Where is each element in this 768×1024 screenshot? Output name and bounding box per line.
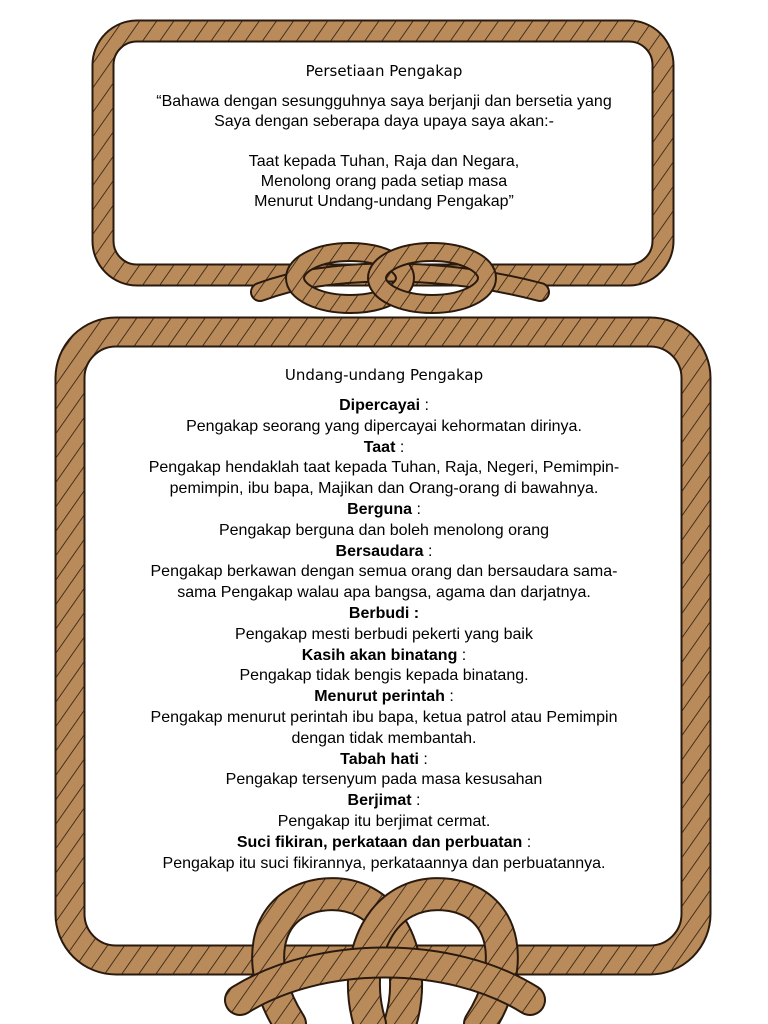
top-reef-knot — [260, 252, 540, 304]
law-name — [100, 687, 668, 708]
law-description: Pengakap itu suci fikirannya, perkataannya dan perbuatannya. — [162, 854, 606, 872]
promise-line: Menolong orang pada setiap masa — [260, 173, 508, 190]
law-separator: : — [412, 500, 421, 518]
promise-line: Menurut Undang-undang Pengakap” — [254, 193, 514, 210]
law-separator: : — [457, 646, 467, 664]
law-description: Pengakap mesti berbudi pekerti yang baik — [235, 625, 533, 643]
law-description: Pengakap hendaklah taat kepada Tuhan, Raja, Negeri, Pemimpin- — [148, 459, 620, 477]
law-name-bold: Tabah hati — [340, 750, 419, 768]
promise-panel — [112, 62, 656, 212]
law-separator: : — [418, 750, 428, 768]
law-name — [100, 791, 668, 812]
law-description: dengan tidak membantah. — [291, 729, 477, 747]
law-separator: : — [411, 792, 421, 810]
law-description: Pengakap berguna dan boleh menolong orang — [218, 521, 550, 539]
promise-line: Saya dengan seberapa daya upaya saya akan:- — [214, 113, 554, 130]
promise-title: Persetiaan Pengakap — [305, 62, 463, 80]
law-name-bold: Berjimat — [347, 792, 412, 810]
law-name-bold: Menurut perintah — [314, 688, 445, 706]
bottom-knot — [240, 894, 530, 1024]
law-description: pemimpin, ibu bapa, Majikan dan Orang-orang di bawahnya. — [169, 480, 599, 498]
law-description: Pengakap menurut perintah ibu bapa, ketua patrol atau Pemimpin — [150, 708, 618, 726]
law-description: Pengakap itu berjimat cermat. — [277, 812, 491, 830]
laws-title: Undang-undang Pengakap — [284, 366, 484, 384]
promise-line: Taat kepada Tuhan, Raja dan Negara, — [248, 153, 520, 170]
law-separator: : — [522, 833, 532, 851]
law-name-bold: Taat — [363, 438, 396, 456]
law-name — [100, 500, 668, 521]
law-separator: : — [444, 688, 454, 706]
law-separator: : — [423, 542, 433, 560]
promise-line: “Bahawa dengan sesungguhnya saya berjanji dan bersetia yang — [156, 93, 612, 110]
law-name — [100, 750, 668, 771]
law-description: sama Pengakap walau apa bangsa, agama dan darjatnya. — [177, 584, 591, 602]
law-name-bold: Berbudi : — [348, 604, 420, 622]
law-name-bold: Berguna — [347, 500, 412, 518]
law-separator: : — [395, 438, 405, 456]
law-description: Pengakap berkawan dengan semua orang dan bersaudara sama- — [150, 563, 618, 581]
law-name-bold: Bersaudara — [335, 542, 424, 560]
law-description: Pengakap tersenyum pada masa kesusahan — [225, 771, 543, 789]
law-name — [100, 604, 668, 625]
law-name — [100, 438, 668, 459]
law-name — [100, 833, 668, 854]
law-name-bold: Kasih akan binatang — [301, 646, 458, 664]
laws-panel — [100, 366, 668, 874]
law-description: Pengakap tidak bengis kepada binatang. — [239, 667, 529, 685]
law-name-bold: Suci fikiran, perkataan dan perbuatan — [236, 833, 523, 851]
law-name — [100, 646, 668, 667]
law-name — [100, 396, 668, 417]
law-name-bold: Dipercayai — [339, 397, 421, 414]
law-description: Pengakap seorang yang dipercayai kehormatan dirinya. — [186, 417, 582, 435]
law-list — [100, 396, 668, 874]
law-name — [100, 542, 668, 563]
law-separator: : — [420, 397, 429, 414]
